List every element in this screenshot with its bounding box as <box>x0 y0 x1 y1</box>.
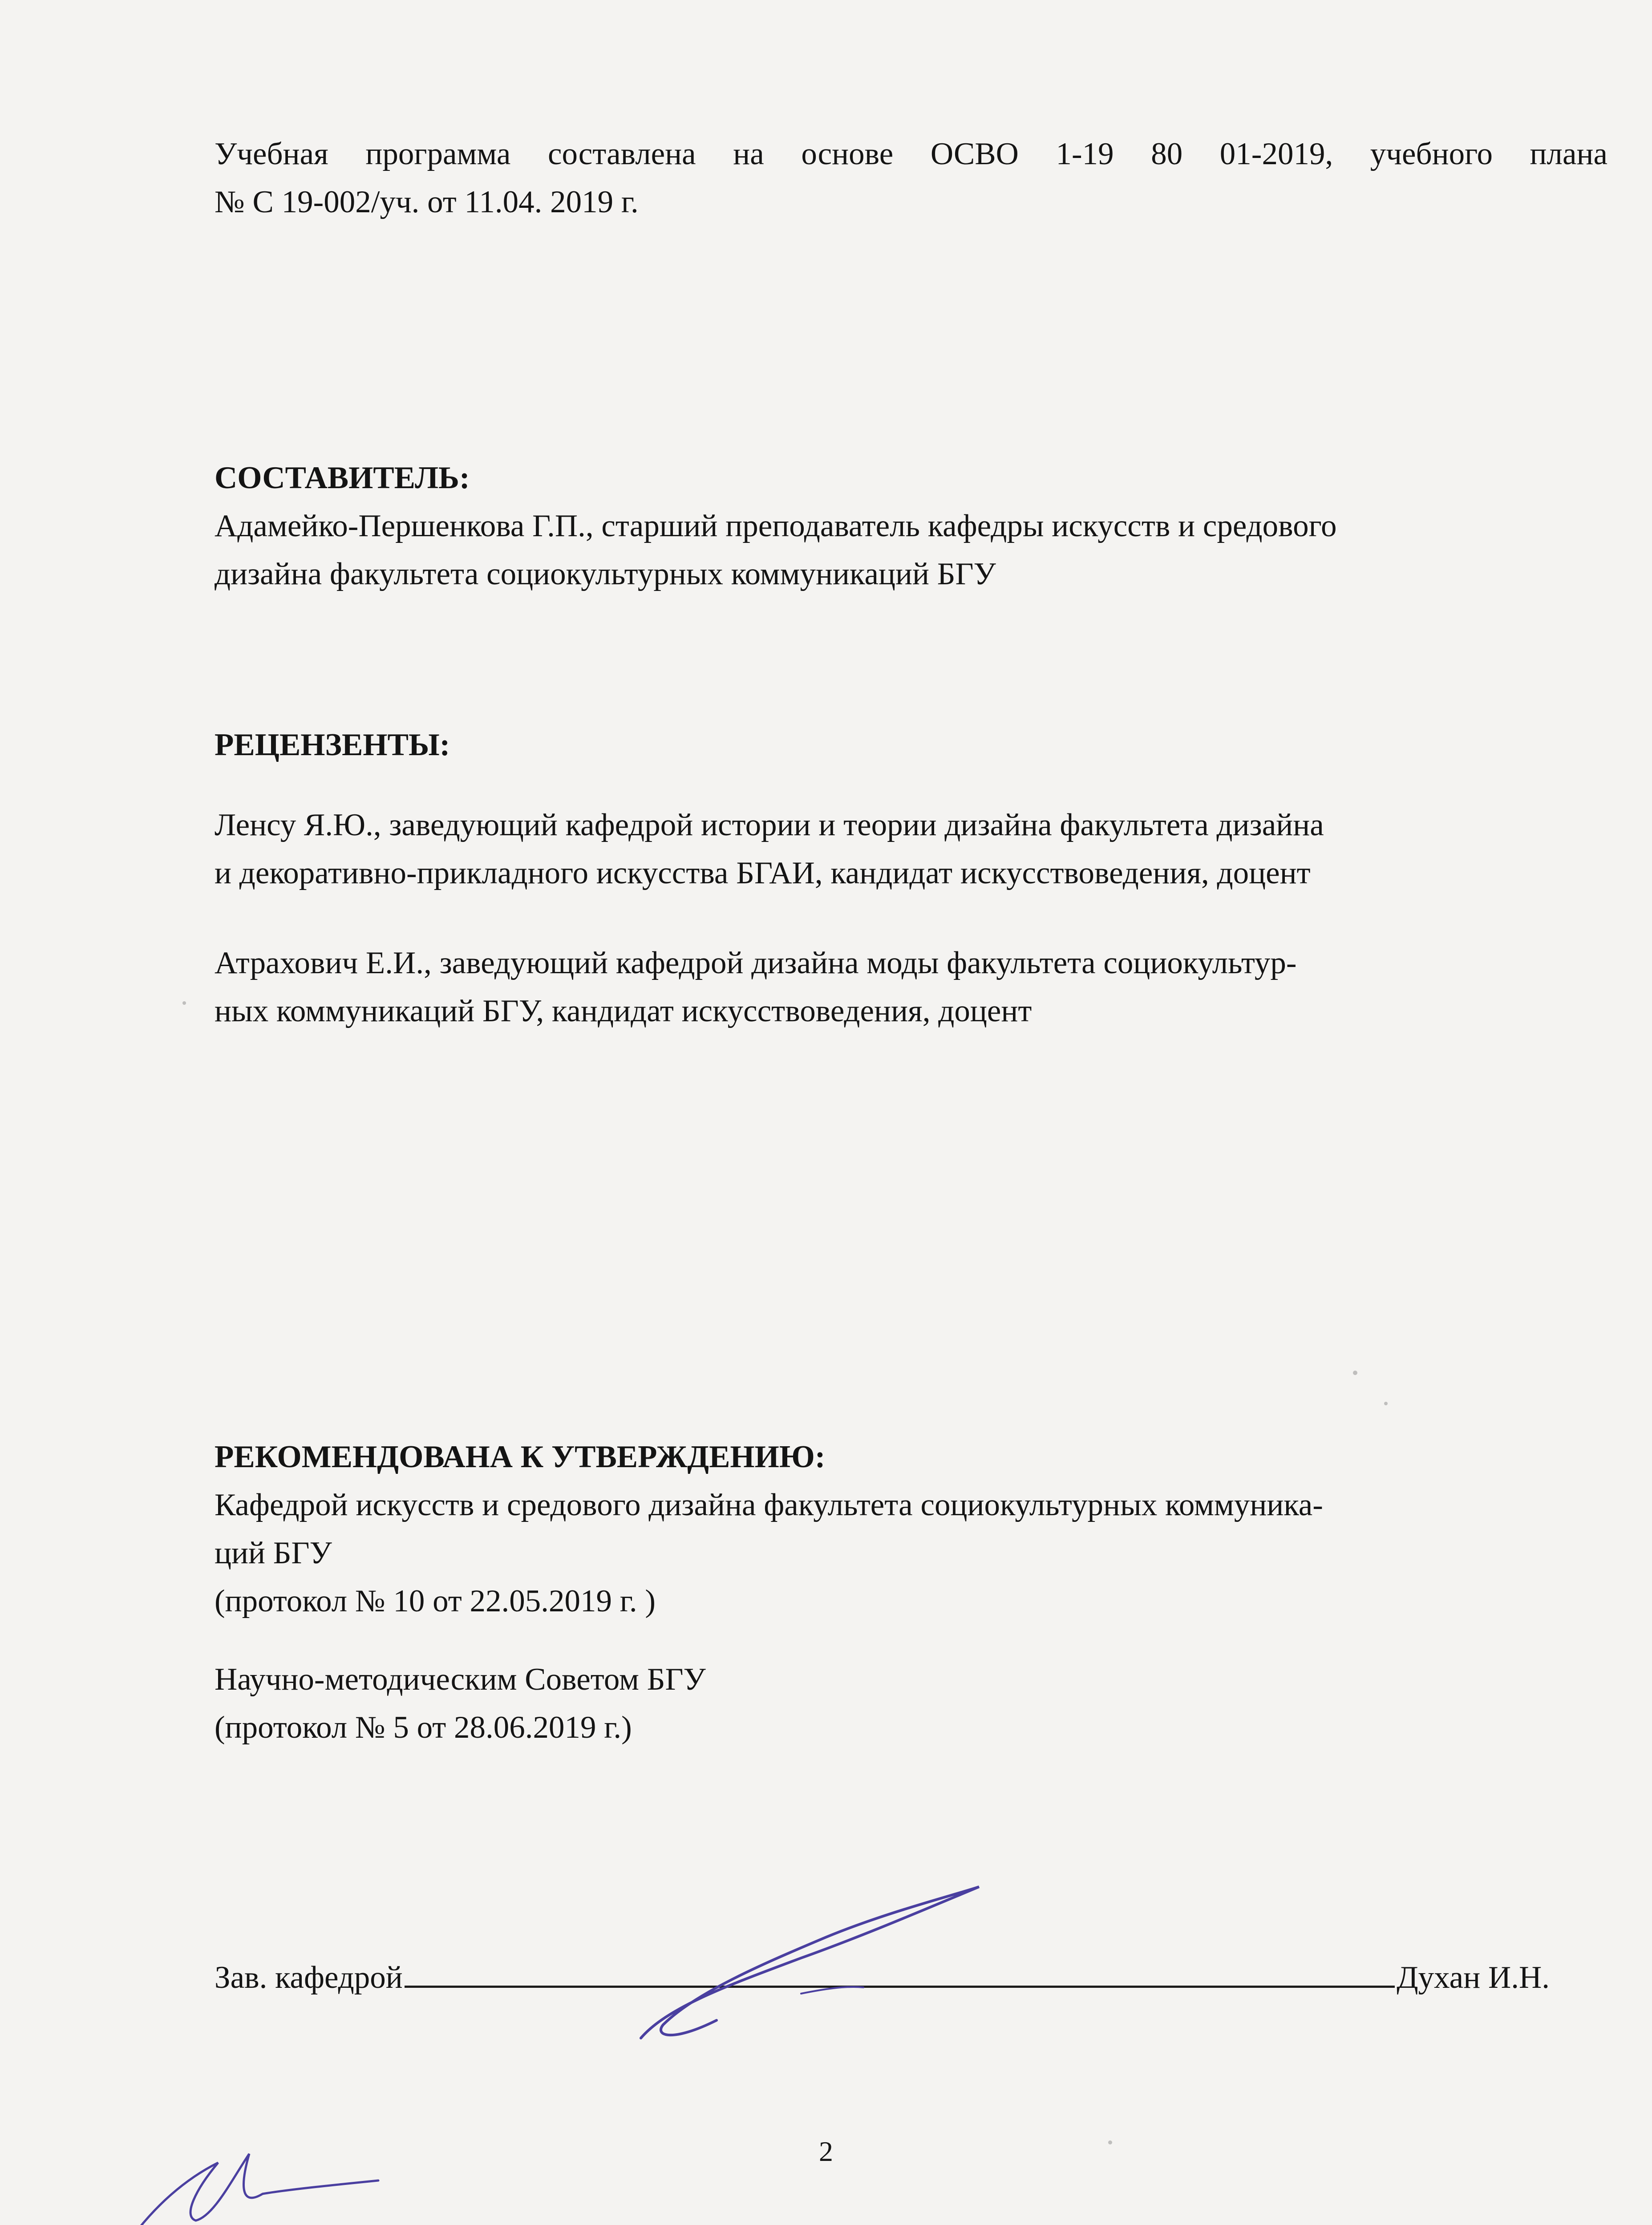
compiler-section <box>215 454 1607 598</box>
council-section <box>215 1655 1607 1752</box>
basis-line-2: № С 19-002/уч. от 11.04. 2019 г. <box>215 185 639 219</box>
page-number: 2 <box>819 2136 833 2167</box>
scan-speck <box>1384 1402 1388 1405</box>
compiler-line-1: Адамейко-Першенкова Г.П., старший преподаватель кафедры искусств и средового <box>215 509 1337 543</box>
reviewer-1-line-1: Ленсу Я.Ю., заведующий кафедрой истории и теории дизайна факультета дизайна <box>215 808 1324 842</box>
compiler-line-2: дизайна факультета социокультурных коммуникаций БГУ <box>215 557 996 591</box>
reviewers-heading: РЕЦЕНЗЕНТЫ: <box>215 728 450 762</box>
scan-speck <box>1353 1371 1357 1375</box>
reviewer-2-line-1: Атрахович Е.И., заведующий кафедрой дизайна моды факультета социокультур- <box>215 946 1297 980</box>
scan-speck <box>182 1001 186 1005</box>
recommended-heading: РЕКОМЕНДОВАНА К УТВЕРЖДЕНИЮ: <box>215 1440 826 1474</box>
reviewer-1 <box>215 801 1607 897</box>
department-line-1: Кафедрой искусств и средового дизайна факультета социокультурных коммуника- <box>215 1488 1323 1522</box>
reviewers-heading-block <box>215 721 1607 769</box>
head-of-department-name: Духан И.Н. <box>1397 1960 1550 1995</box>
council-protocol: (протокол № 5 от 28.06.2019 г.) <box>215 1710 632 1745</box>
basis-paragraph <box>215 130 1607 226</box>
council-name: Научно-методическим Советом БГУ <box>215 1662 706 1697</box>
reviewer-2 <box>215 939 1607 1035</box>
department-protocol: (протокол № 10 от 22.05.2019 г. ) <box>215 1584 656 1618</box>
head-of-department-label: Зав. кафедрой <box>215 1960 403 1995</box>
handwritten-signature <box>614 1860 1015 2060</box>
department-line-2: ций БГУ <box>215 1536 332 1570</box>
reviewer-2-line-2: ных коммуникаций БГУ, кандидат искусствоведения, доцент <box>215 994 1032 1028</box>
compiler-heading: СОСТАВИТЕЛЬ: <box>215 461 470 495</box>
recommended-section <box>215 1433 1607 1625</box>
reviewer-1-line-2: и декоративно-прикладного искусства БГАИ, кандидат искусствоведения, доцент <box>215 856 1311 890</box>
basis-line-1: Учебная программа составлена на основе ОСВО 1-19 80 01-2019, учебного плана <box>215 137 1607 171</box>
